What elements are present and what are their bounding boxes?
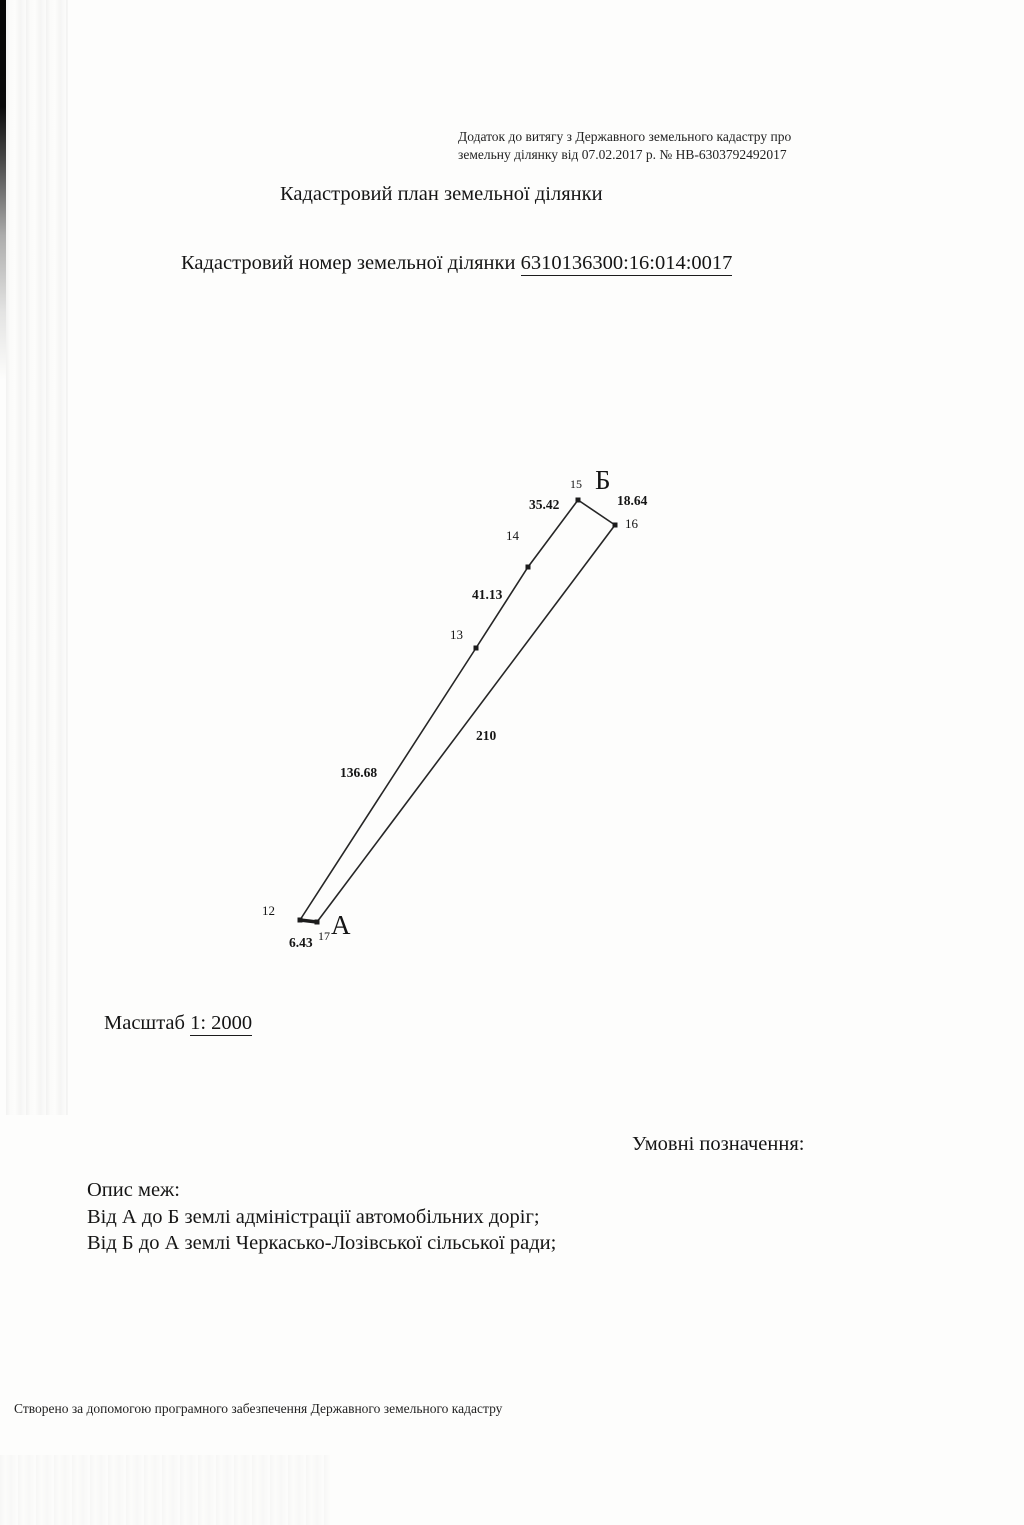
scale-line: [104, 1012, 252, 1035]
vertex-13-label: 13: [450, 627, 463, 642]
cadastral-number-label: Кадастровий номер земельної ділянки: [181, 252, 516, 274]
vertex-12-label: 12: [262, 903, 275, 918]
vertex-13-marker: [474, 646, 479, 651]
length-13-14: 41.13: [472, 587, 503, 602]
length-14-15: 35.42: [529, 497, 560, 512]
boundary-description-line-a-b: Від А до Б землі адміністрації автомобільних доріг;: [87, 1205, 540, 1228]
boundary-right-line: [317, 525, 615, 922]
legend-title: Умовні позначення:: [632, 1133, 805, 1155]
length-16-17: 210: [476, 728, 497, 743]
parcel-plan-svg: [250, 450, 680, 990]
scan-smudge: [0, 1455, 330, 1525]
page-title: Кадастровий план земельної ділянки: [280, 183, 603, 205]
vertex-17-marker: [315, 920, 320, 925]
vertex-16-marker: [613, 523, 618, 528]
cadastral-number-line: [181, 252, 732, 275]
boundary-description-line-b-a: Від Б до А землі Черкасько-Лозівської сільської ради;: [87, 1232, 557, 1254]
scale-value: 1: 2000: [190, 1012, 253, 1034]
cadastral-number-value: 6310136300:16:014:0017: [520, 252, 733, 274]
length-15-16: 18.64: [617, 493, 648, 508]
vertex-17-label: 17: [318, 929, 330, 943]
scale-label: Масштаб: [104, 1012, 185, 1034]
corner-a-label: А: [331, 910, 351, 940]
extract-reference-line2: земельну ділянку від 07.02.2017 р. № НВ-6303792492017: [458, 147, 787, 162]
parcel-plan: [250, 450, 680, 990]
boundary-description: [87, 1177, 556, 1257]
boundary-bottom-line: [300, 920, 317, 922]
footer-note: Створено за допомогою програмного забезпечення Державного земельного кадастру: [14, 1401, 503, 1416]
vertex-15-marker: [576, 498, 581, 503]
extract-reference-note: [458, 128, 818, 164]
length-12-13: 136.68: [340, 765, 378, 780]
scan-streak-band: [6, 0, 68, 1115]
boundary-top-line: [578, 500, 615, 525]
vertex-12-marker: [298, 918, 303, 923]
extract-reference-line1: Додаток до витягу з Державного земельного кадастру про: [458, 129, 792, 144]
vertex-16-label: 16: [625, 516, 638, 531]
length-17-12: 6.43: [289, 935, 313, 950]
vertex-14-label: 14: [506, 528, 519, 543]
boundary-left-line: [300, 497, 578, 920]
vertex-14-marker: [526, 565, 531, 570]
corner-b-label: Б: [595, 465, 611, 495]
vertex-15-label: 15: [570, 477, 582, 491]
boundary-description-heading: Опис меж:: [87, 1179, 180, 1201]
